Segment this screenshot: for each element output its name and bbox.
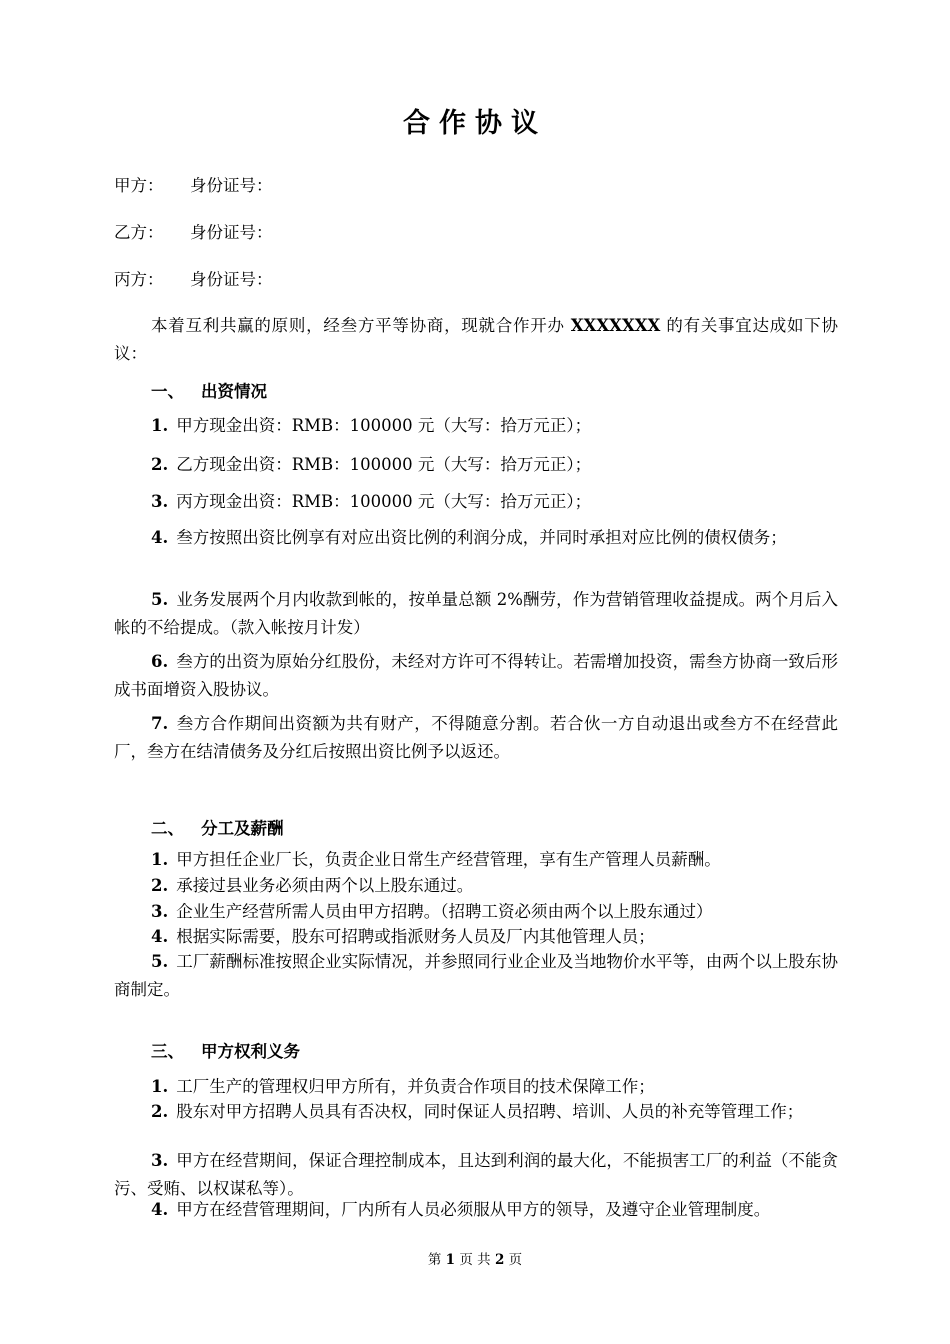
list-item (114, 1196, 838, 1224)
preamble-company: XXXXXXX (570, 316, 661, 335)
section-heading (151, 378, 267, 402)
item-number: 1. (151, 416, 169, 435)
party-a-id-label: 身份证号： (190, 176, 273, 195)
item-number: 6. (151, 652, 169, 671)
item-text: 工厂薪酬标准按照企业实际情况，并参照同行业企业及当地物价水平等，由两个以上股东协商制定。 (114, 952, 838, 999)
item-number: 5. (151, 590, 169, 609)
page-footer (0, 1248, 950, 1268)
item-text: 甲方担任企业厂长，负责企业日常生产经营管理，享有生产管理人员薪酬。 (176, 850, 721, 869)
item-number: 2. (151, 455, 169, 474)
preamble-after: 的有关事宜达成如下协议： (114, 316, 838, 363)
party-c (114, 266, 273, 290)
document-title: 合作协议 (403, 108, 547, 139)
section-number: 二、 (151, 819, 184, 838)
footer-suffix: 页 (504, 1252, 523, 1268)
footer-middle: 页 共 (455, 1252, 495, 1268)
party-b-id-label: 身份证号： (190, 223, 273, 242)
list-item (114, 872, 838, 900)
list-item (114, 923, 838, 951)
list-item (114, 648, 838, 704)
list-item (114, 451, 838, 479)
party-b (114, 219, 273, 243)
item-text: 根据实际需要，股东可招聘或指派财务人员及厂内其他管理人员； (176, 927, 655, 946)
party-c-id-label: 身份证号： (190, 270, 273, 289)
item-text: 甲方现金出资：RMB：100000 元（大写：拾万元正）； (176, 416, 592, 435)
section-title: 出资情况 (201, 382, 267, 401)
item-number: 1. (151, 1077, 169, 1096)
list-item (114, 1147, 838, 1203)
item-text: 叁方按照出资比例享有对应出资比例的利润分成，并同时承担对应比例的债权债务； (176, 528, 787, 547)
item-number: 3. (151, 1151, 169, 1170)
total-page-number: 2 (494, 1252, 505, 1268)
item-text: 工厂生产的管理权归甲方所有，并负责合作项目的技术保障工作； (176, 1077, 655, 1096)
section-heading (151, 815, 284, 839)
party-c-label: 丙方： (114, 270, 164, 289)
list-item (114, 488, 838, 516)
item-text: 乙方现金出资：RMB：100000 元（大写：拾万元正）； (176, 455, 592, 474)
list-item (114, 948, 838, 1004)
item-number: 4. (151, 528, 169, 547)
item-number: 1. (151, 850, 169, 869)
party-a (114, 172, 273, 196)
item-text: 叁方合作期间出资额为共有财产，不得随意分割。若合伙一方自动退出或叁方不在经营此厂，叁方在结清债务及分红后按照出资比例予以返还。 (114, 714, 838, 761)
item-text: 业务发展两个月内收款到帐的，按单量总额 2%酬劳，作为营销管理收益提成。两个月后入帐的不给提成。（款入帐按月计发） (114, 590, 838, 637)
current-page-number: 1 (445, 1252, 456, 1268)
item-text: 甲方在经营期间，保证合理控制成本，且达到利润的最大化，不能损害工厂的利益（不能贪污、受贿、以权谋私等）。 (114, 1151, 838, 1198)
section-title: 甲方权利义务 (201, 1042, 300, 1061)
item-number: 2. (151, 876, 169, 895)
section-title: 分工及薪酬 (201, 819, 284, 838)
list-item (114, 412, 838, 440)
preamble-before: 本着互利共赢的原则，经叁方平等协商，现就合作开办 (151, 316, 571, 335)
item-number: 2. (151, 1102, 169, 1121)
item-number: 4. (151, 1200, 169, 1219)
section-number: 一、 (151, 382, 184, 401)
list-item (114, 710, 838, 766)
item-number: 3. (151, 902, 169, 921)
preamble (114, 312, 838, 368)
item-number: 3. (151, 492, 169, 511)
item-number: 7. (151, 714, 169, 733)
item-text: 股东对甲方招聘人员具有否决权，同时保证人员招聘、培训、人员的补充等管理工作； (176, 1102, 804, 1121)
list-item (114, 898, 838, 926)
item-text: 丙方现金出资：RMB：100000 元（大写：拾万元正）； (176, 492, 592, 511)
party-a-label: 甲方： (114, 176, 164, 195)
footer-prefix: 第 (427, 1252, 446, 1268)
item-number: 5. (151, 952, 169, 971)
item-number: 4. (151, 927, 169, 946)
item-text: 企业生产经营所需人员由甲方招聘。（招聘工资必须由两个以上股东通过） (176, 902, 713, 921)
list-item (114, 846, 838, 874)
list-item (114, 1098, 838, 1126)
item-text: 甲方在经营管理期间，厂内所有人员必须服从甲方的领导，及遵守企业管理制度。 (176, 1200, 771, 1219)
list-item (114, 586, 838, 642)
section-heading (151, 1038, 300, 1062)
item-text: 承接过县业务必须由两个以上股东通过。 (176, 876, 474, 895)
section-number: 三、 (151, 1042, 184, 1061)
item-text: 叁方的出资为原始分红股份，未经对方许可不得转让。若需增加投资，需叁方协商一致后形成书面增资入股协议。 (114, 652, 838, 699)
party-b-label: 乙方： (114, 223, 164, 242)
list-item (114, 1073, 838, 1101)
list-item (114, 524, 838, 552)
